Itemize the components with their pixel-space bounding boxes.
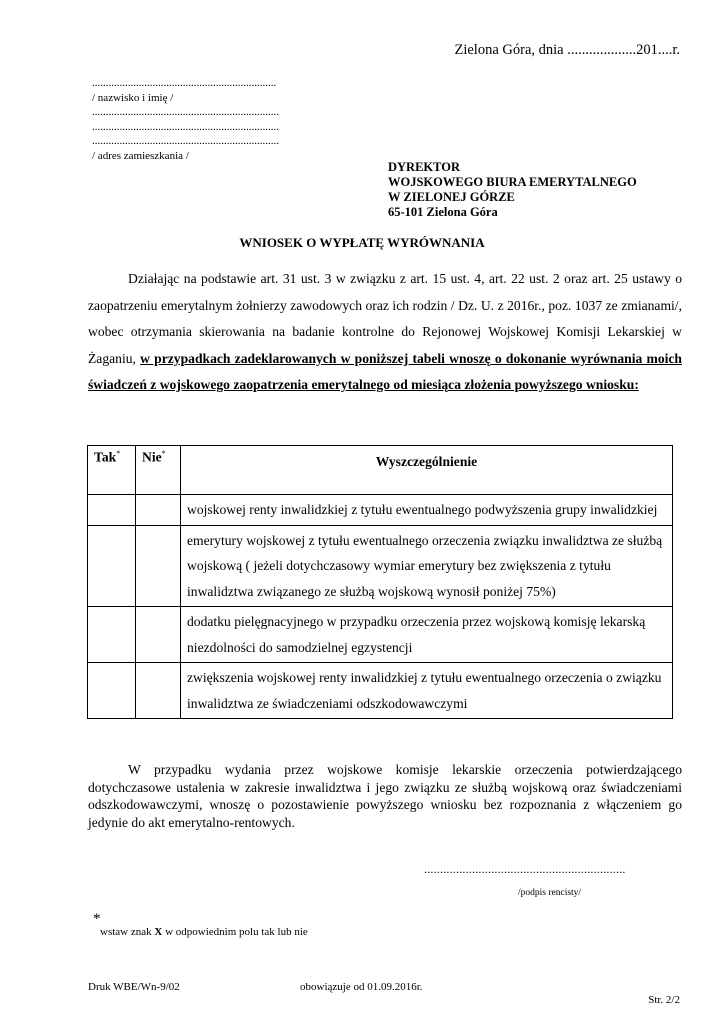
- footnote-asterisk: *: [93, 911, 101, 927]
- closing-text: W przypadku wydania przez wojskowe komisje lekarskie orzeczenia potwierdzającego dotychczasowe ustalenia w zakresie inwalidztwa i jego związku ze służbą wojskową oraz świadczeniami odszkodowawczymi, wnoszę o pozostawienie powyższego wniosku bez rozpoznania z włączeniem go jedynie do akt emerytalno-rentowych.: [88, 762, 682, 830]
- form-id: Druk WBE/Wn-9/02: [88, 981, 180, 993]
- description-cell: dodatku pielęgnacyjnego w przypadku orzeczenia przez wojskową komisję lekarską niezdolności do samodzielnej egzystencji: [181, 607, 673, 663]
- header-description: Wyszczególnienie: [181, 446, 673, 495]
- footnote-x-mark: X: [154, 926, 163, 938]
- closing-paragraph: [88, 761, 682, 831]
- nie-cell[interactable]: [136, 607, 181, 663]
- intro-text: Działając na podstawie art. 31 ust. 3 w związku z art. 15 ust. 4, art. 22 ust. 2 oraz art. 25 ustawy o zaopatrzeniu emerytalnym żołnierzy zawodowych oraz ich rodzin / Dz. U. z 2016r., poz. 1037 ze zmianami/, wobec otrzymania skierowania na badanie kontrolne do Rejonowej Wojskowej Komisji Lekarskiej w Żaganiu,: [88, 271, 682, 366]
- name-field-dots: ...................................................................: [92, 77, 277, 89]
- intro-paragraph: [88, 266, 682, 399]
- address-field-dots-3: ....................................................................: [92, 135, 279, 147]
- document-title: WNIOSEK O WYPŁATĘ WYRÓWNANIA: [239, 235, 485, 250]
- addressee-line: W ZIELONEJ GÓRZE: [388, 190, 515, 204]
- address-field-dots-1: ....................................................................: [92, 106, 279, 118]
- page-number: Str. 2/2: [648, 994, 680, 1006]
- table-row: [88, 607, 673, 663]
- declaration-table: [87, 445, 673, 719]
- nie-cell[interactable]: [136, 525, 181, 607]
- name-field-label: / nazwisko i imię /: [92, 91, 174, 104]
- footnote: wstaw znak X w odpowiednim polu tak lub nie: [100, 926, 308, 938]
- intro-emphasis: w przypadkach zadeklarowanych w poniższej tabeli wnoszę o dokonanie wyrównania moich świadczeń z wojskowego zaopatrzenia emerytalnego od miesiąca złożenia powyższego wniosku:: [88, 350, 682, 392]
- nie-cell[interactable]: [136, 663, 181, 719]
- addressee-line: 65-101 Zielona Góra: [388, 205, 498, 219]
- header-tak: Tak*: [88, 446, 136, 495]
- table-header-row: [88, 446, 673, 495]
- table-row: [88, 495, 673, 526]
- footnote-mark: *: [116, 449, 121, 458]
- signature-line: ...............................................................: [424, 862, 626, 876]
- tak-cell[interactable]: [88, 525, 136, 607]
- nie-cell[interactable]: [136, 495, 181, 526]
- address-field-dots-2: ....................................................................: [92, 120, 279, 133]
- addressee-line: WOJSKOWEGO BIURA EMERYTALNEGO: [388, 175, 637, 189]
- addressee-block: [388, 160, 637, 220]
- addressee-line: DYREKTOR: [388, 160, 461, 174]
- footnote-mark: *: [161, 449, 166, 458]
- place-date: Zielona Góra, dnia ...................201....r.: [454, 42, 680, 58]
- description-cell: emerytury wojskowej z tytułu ewentualnego orzeczenia związku inwalidztwa ze służbą wojskową ( jeżeli dotychczasowy wymiar emerytury bez zwiększenia z tytułu inwalidztwa związanego ze służbą wojskową wynosił poniżej 75%): [181, 525, 673, 607]
- table-row: [88, 525, 673, 607]
- tak-cell[interactable]: [88, 607, 136, 663]
- tak-cell[interactable]: [88, 663, 136, 719]
- signature-label: /podpis rencisty/: [518, 888, 582, 898]
- table-row: [88, 663, 673, 719]
- tak-cell[interactable]: [88, 495, 136, 526]
- valid-from: obowiązuje od 01.09.2016r.: [300, 981, 423, 993]
- description-cell: zwiększenia wojskowej renty inwalidzkiej z tytułu ewentualnego orzeczenia o związku inwalidztwa ze świadczeniami odszkodowawczymi: [181, 663, 673, 719]
- address-field-label: / adres zamieszkania /: [92, 149, 189, 162]
- header-nie: Nie*: [136, 446, 181, 495]
- sender-block: [92, 76, 279, 163]
- description-cell: wojskowej renty inwalidzkiej z tytułu ewentualnego podwyższenia grupy inwalidzkiej: [181, 495, 673, 526]
